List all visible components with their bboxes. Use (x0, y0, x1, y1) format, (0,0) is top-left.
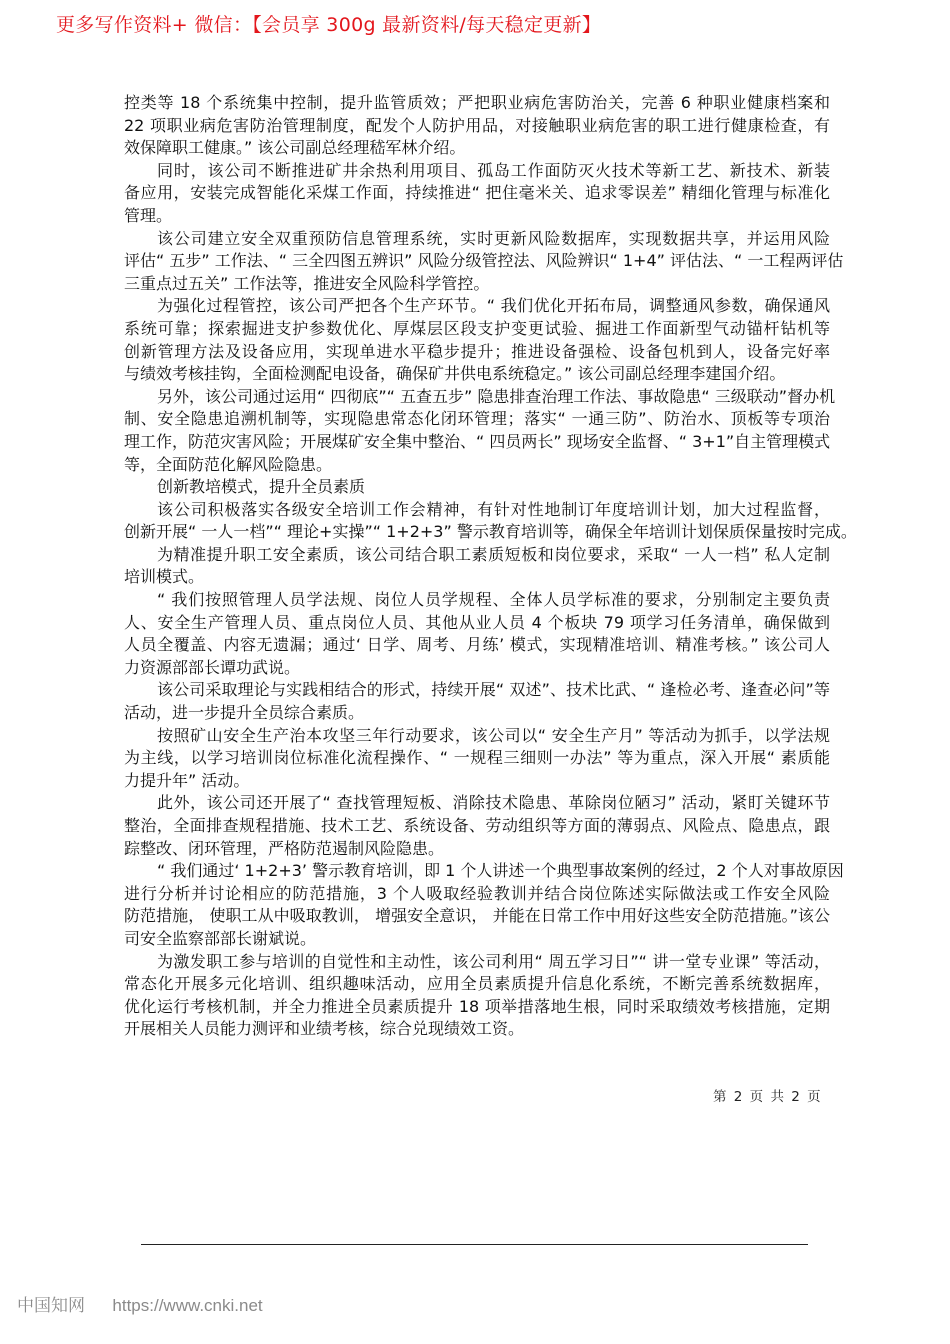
paragraph (124, 160, 830, 228)
paragraph (124, 228, 844, 296)
text-line: 此外，该公司还开展了“ 查找管理短板、消除技术隐患、革除岗位陋习” 活动，紧盯关键环节 (157, 793, 830, 813)
text-line: 培训模式。 (124, 567, 205, 587)
text-line: 同时，该公司不断推进矿井余热利用项目、孤岛工作面防灭火技术等新工艺、新技术、新装 (157, 160, 830, 180)
promo-banner: 更多写作资料+ 微信：【会员享 300g 最新资料/每天稳定更新】 (56, 14, 602, 36)
paragraph (124, 92, 830, 160)
paragraph (124, 476, 830, 499)
text-line: 为精准提升职工安全素质，该公司结合职工素质短板和岗位要求，采取“ 一人一档” 私人定制 (157, 544, 830, 564)
text-line: 常态化开展多元化培训、组织趣味活动，应用全员素质提升信息化系统，不断完善系统数据库， (124, 974, 830, 994)
text-line: 该公司采取理论与实践相结合的形式，持续开展“ 双述”、技术比武、“ 逢检必考、逢查必问”等 (157, 680, 830, 700)
text-line: 按照矿山安全生产治本攻坚三年行动要求，该公司以“ 安全生产月” 等活动为抓手，以学法规 (157, 725, 830, 745)
text-line: 防范措施， 使职工从中吸取教训， 增强安全意识， 并能在日常工作中用好这些安全防范措施。”该公 (124, 906, 830, 926)
text-line: 人、安全生产管理人员、重点岗位人员、其他从业人员 4 个板块 79 项学习任务清单，确保做到 (124, 612, 830, 632)
text-line: 效保障职工健康。” 该公司副总经理嵇军林介绍。 (124, 138, 466, 158)
text-line: 该公司建立安全双重预防信息管理系统，实时更新风险数据库，实现数据共享，并运用风险 (157, 228, 830, 248)
text-line: 该公司积极落实各级安全培训工作会精神，有针对性地制订年度培训计划，加大过程监督， (157, 499, 830, 519)
document-body (124, 92, 857, 1041)
text-line: 为激发职工参与培训的自觉性和主动性，该公司利用“ 周五学习日”“ 讲一堂专业课” 等活动， (157, 951, 830, 971)
paragraph (124, 295, 830, 385)
paragraph (124, 951, 830, 1041)
text-line: 优化运行考核机制，并全力推进全员素质提升 18 项举措落地生根，同时采取绩效考核措施，定期 (124, 996, 830, 1016)
text-line: 力提升年” 活动。 (124, 770, 250, 790)
text-line: 司安全监察部部长谢斌说。 (124, 928, 317, 948)
paragraph (124, 679, 830, 724)
paragraph (124, 499, 857, 544)
text-line: 控类等 18 个系统集中控制，提升监管质效；严把职业病危害防治关，完善 6 种职业健康档案和 (124, 93, 830, 112)
text-line: 力资源部部长谭功武说。 (124, 657, 301, 677)
paragraph (124, 725, 830, 793)
text-line: 另外，该公司通过运用“ 四彻底”“ 五查五步” 隐患排查治理工作法、事故隐患“ 三级联动”督办机 (157, 386, 836, 406)
text-line: 创新教培模式，提升全员素质 (157, 477, 366, 497)
watermark-url: https://www.cnki.net (112, 1296, 263, 1315)
text-line: 管理。 (124, 205, 173, 225)
text-line: 22 项职业病危害防治管理制度，配发个人防护用品，对接触职业病危害的职工进行健康检查，有 (124, 115, 830, 135)
watermark (17, 1295, 263, 1317)
text-line: 评估“ 五步” 工作法、“ 三全四图五辨识” 风险分级管控法、风险辨识“ 1+4” 评估法、“ 一工程两评估 (124, 251, 844, 271)
paragraph (124, 544, 830, 589)
paragraph (124, 792, 830, 860)
watermark-site-name: 中国知网 (17, 1296, 85, 1316)
text-line: 备应用，安装完成智能化采煤工作面，持续推进“ 把住毫米关、追求零误差” 精细化管理与标准化 (124, 183, 830, 203)
text-line: 踪整改、闭环管理，严格防范遏制风险隐患。 (124, 838, 445, 858)
text-line: 等，全面防范化解风险隐患。 (124, 454, 333, 474)
page-number: 第 2 页 共 2 页 (713, 1089, 823, 1105)
paragraph (124, 386, 836, 476)
paragraph (124, 589, 830, 679)
text-line: 创新管理方法及设备应用，实现单进水平稳步提升；推进设备强检、设备包机到人，设备完好率 (124, 341, 830, 361)
text-line: 三重点过五关” 工作法等，推进安全风险科学管控。 (124, 273, 490, 293)
text-line: “ 我们通过‘ 1+2+3’ 警示教育培训，即 1 个人讲述一个典型事故案例的经过，2 个人对事故原因 (157, 861, 844, 881)
text-line: 整治，全面排查规程措施、技术工艺、系统设备、劳动组织等方面的薄弱点、风险点、隐患点，跟 (124, 816, 830, 835)
text-line: 开展相关人员能力测评和业绩考核，综合兑现绩效工资。 (124, 1019, 525, 1039)
paragraph (124, 860, 844, 950)
text-line: 制、安全隐患追溯机制等，实现隐患常态化闭环管理；落实“ 一通三防”、防治水、顶板等专项治 (124, 409, 830, 429)
text-line: 人员全覆盖、内容无遗漏；通过‘ 日学、周考、月练’ 模式，实现精准培训、精准考核。” 该公司人 (124, 635, 830, 655)
text-line: 理工作，防范灾害风险；开展煤矿安全集中整治、“ 四员两长” 现场安全监督、“ 3+1”自主管理模式 (124, 431, 831, 451)
text-line: 为强化过程管控，该公司严把各个生产环节。“ 我们优化开拓布局，调整通风参数，确保通风 (157, 296, 830, 316)
text-line: “ 我们按照管理人员学法规、岗位人员学规程、全体人员学标准的要求，分别制定主要负责 (157, 590, 830, 610)
text-line: 活动，进一步提升全员综合素质。 (124, 703, 365, 723)
text-line: 进行分析并讨论相应的防范措施，3 个人吸取经验教训并结合岗位陈述实际做法或工作安全风险 (124, 883, 830, 903)
text-line: 为主线，以学习培训岗位标准化流程操作、“ 一规程三细则一办法” 等为重点，深入开展“ 素质能 (124, 748, 830, 768)
text-line: 创新开展“ 一人一档”“ 理论+实操”“ 1+2+3” 警示教育培训等，确保全年培训计划保质保量按时完成。 (124, 522, 857, 542)
text-line: 与绩效考核挂钩，全面检测配电设备，确保矿井供电系统稳定。” 该公司副总经理李建国介绍。 (124, 364, 786, 384)
text-line: 系统可靠；探索掘进支护参数优化、厚煤层区段支护变更试验、掘进工作面新型气动锚杆钻机等 (124, 318, 830, 338)
footer-divider (141, 1244, 808, 1245)
